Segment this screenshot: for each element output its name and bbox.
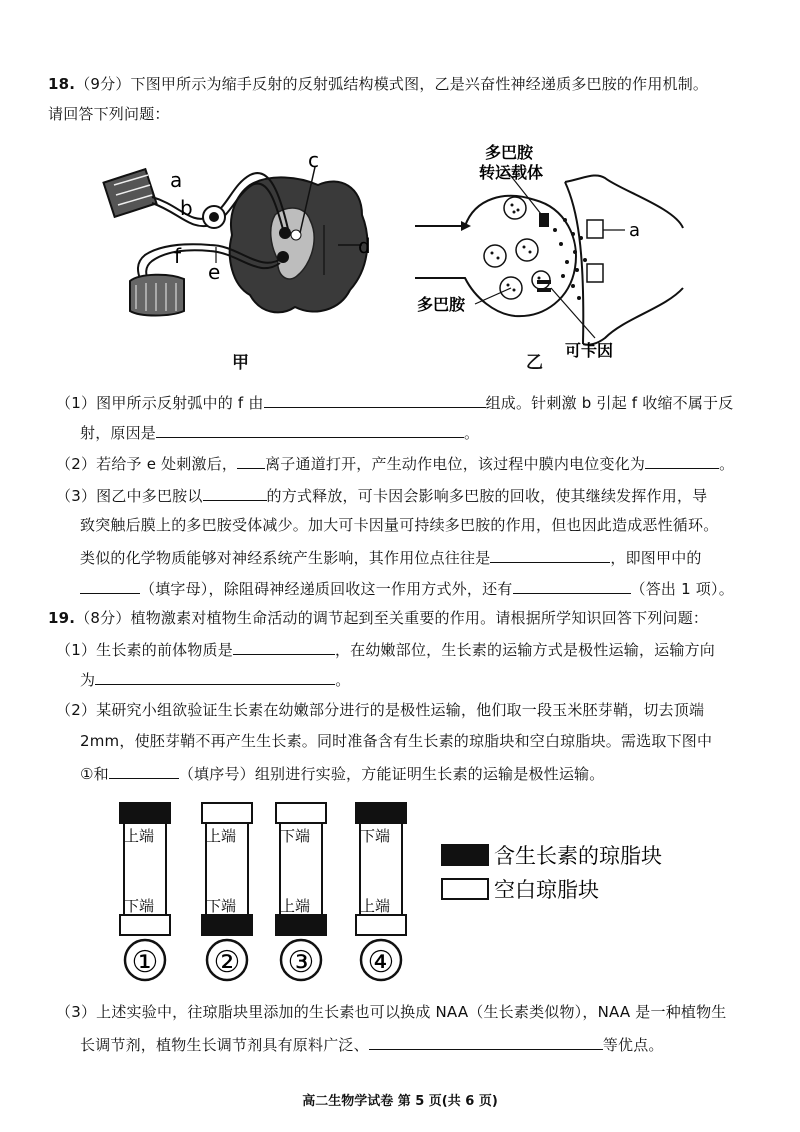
q18-intro-line2: 请回答下列问题：: [48, 105, 170, 123]
q18-p3-text-c: 类似的化学物质能够对神经系统产生影响，其作用位点往往是: [80, 549, 491, 567]
q18-p1-text-d: 。: [464, 424, 480, 442]
tube-4-bottom-label: 上端: [360, 897, 391, 915]
figure-yi-caption: 乙: [526, 353, 543, 373]
tube-2: [202, 803, 252, 980]
q18-p1-text-c: 射，原因是: [80, 424, 157, 442]
q19-number: 19.: [48, 609, 76, 627]
q18-number: 18.: [48, 75, 76, 93]
legend-blank-label: 空白琼脂块: [494, 878, 599, 902]
q18-p1-line2: [80, 421, 479, 443]
tube-4-number: ④: [367, 945, 395, 980]
q18-p3-text-e: （填字母），除阻碍神经递质回收这一作用方式外，还有: [140, 580, 513, 598]
label-transporter-2: 转运载体: [479, 163, 544, 182]
tube-1: [120, 803, 170, 980]
q18-intro-line1: [48, 74, 708, 94]
q19-p2-text-b: （填序号）组别进行实验，方能证明生长素的运输是极性运输。: [178, 765, 605, 783]
label-f: f: [174, 244, 182, 268]
answer-blank[interactable]: [109, 762, 179, 779]
q18-p2-text-a: （2）若给予 e 处刺激后，: [56, 455, 238, 473]
q18-p1-text-b: 组成。针刺激 b 引起 f 收缩不属于反: [485, 394, 734, 412]
answer-blank[interactable]: [513, 577, 631, 594]
q19-intro-text: （8分）植物激素对植物生命活动的调节起到至关重要的作用。请根据所学知识回答下列问题：: [75, 609, 709, 627]
q18-p3-text-f: （答出 1 项）。: [630, 580, 734, 598]
tube-1-number: ①: [131, 945, 159, 980]
label-e: e: [208, 260, 221, 284]
answer-blank[interactable]: [80, 577, 140, 594]
answer-blank[interactable]: [237, 452, 265, 469]
answer-blank[interactable]: [369, 1033, 603, 1050]
q18-p3-text-a: （3）图乙中多巴胺以: [56, 487, 203, 505]
q18-p1-text-a: （1）图甲所示反射弧中的 f 由: [56, 394, 264, 412]
q19-p2-line2: 2mm，使胚芽鞘不再产生生长素。同时准备含有生长素的琼脂块和空白琼脂块。需选取下图中: [80, 732, 713, 750]
label-dopamine: 多巴胺: [417, 295, 466, 314]
answer-blank[interactable]: [645, 452, 719, 469]
q19-p1-text-b: ，在幼嫩部位，生长素的运输方式是极性运输，运输方向: [334, 641, 715, 659]
figure-yi-synapse: [415, 138, 695, 368]
q19-p1-line2: [80, 668, 350, 690]
label-b: b: [180, 196, 193, 220]
q18-p2-line: [56, 452, 734, 474]
q18-p2-text-c: 。: [719, 455, 735, 473]
tube-3: [276, 803, 326, 980]
q18-p3-line4: [80, 577, 734, 599]
q19-p3-text-b: 等优点。: [602, 1036, 664, 1054]
tube-4-top-label: 下端: [360, 827, 391, 845]
label-a: a: [170, 168, 183, 192]
q19-p3-line2: [80, 1033, 664, 1055]
label-c: c: [308, 148, 319, 172]
answer-blank[interactable]: [233, 638, 335, 655]
q19-p1-line1: [56, 638, 715, 660]
answer-blank[interactable]: [264, 391, 486, 408]
tube-3-bottom-label: 上端: [280, 897, 311, 915]
q18-intro-text: （9分）下图甲所示为缩手反射的反射弧结构模式图，乙是兴奋性神经递质多巴胺的作用机制。: [75, 75, 709, 93]
q19-p1-text-d: 。: [335, 671, 351, 689]
transporter: [539, 213, 549, 227]
figure-jia-caption: 甲: [232, 353, 249, 373]
legend-blank-swatch: [442, 879, 488, 899]
page-footer: 高二生物学试卷 第 5 页(共 6 页): [302, 1094, 498, 1109]
tube-3-number: ③: [287, 945, 315, 980]
label-cocaine: 可卡因: [565, 341, 614, 360]
q18-p3-text-b: 的方式释放，可卡因会影响多巴胺的回收，使其继续发挥作用，导: [266, 487, 708, 505]
answer-blank[interactable]: [156, 421, 464, 438]
answer-blank[interactable]: [203, 484, 267, 501]
q19-p2-text-a: ①和: [80, 765, 109, 783]
tube-2-top-label: 上端: [206, 827, 237, 845]
q19-p2-line3: [80, 762, 604, 784]
receptor-a: [104, 169, 157, 217]
q19-p2-line1: （2）某研究小组欲验证生长素在幼嫩部分进行的是极性运输，他们取一段玉米胚芽鞘，切去顶端: [56, 701, 705, 719]
answer-blank[interactable]: [95, 668, 335, 685]
q18-p3-line2: 致突触后膜上的多巴胺受体减少。加大可卡因量可持续多巴胺的作用，但也因此造成恶性循环。: [80, 516, 719, 534]
q18-p3-line3: [80, 546, 702, 568]
label-d: d: [358, 234, 371, 258]
q18-p1-line1: [56, 391, 733, 413]
legend-auxin-label: 含生长素的琼脂块: [494, 844, 662, 868]
q18-p3-text-d: ，即图甲中的: [610, 549, 702, 567]
label-transporter-1: 多巴胺: [485, 143, 534, 162]
q18-p3-line1: [56, 484, 707, 506]
tube-1-top-label: 上端: [124, 827, 155, 845]
legend-auxin-swatch: [442, 845, 488, 865]
figure-coleoptile-tubes: [100, 795, 740, 995]
q18-p2-text-b: 离子通道打开，产生动作电位，该过程中膜内电位变化为: [265, 455, 646, 473]
q19-p3-line1: （3）上述实验中，往琼脂块里添加的生长素也可以换成 NAA（生长素类似物），NAA 是一种植物生: [56, 1003, 727, 1021]
tube-1-bottom-label: 下端: [124, 897, 155, 915]
tube-2-bottom-label: 下端: [206, 897, 237, 915]
label-receptor-a: a: [629, 220, 641, 241]
q19-p1-text-c: 为: [80, 671, 96, 689]
figure-jia-reflex-arc: [100, 145, 400, 335]
tube-4: [356, 803, 406, 980]
q19-intro: [48, 608, 708, 628]
q19-p1-text-a: （1）生长素的前体物质是: [56, 641, 233, 659]
answer-blank[interactable]: [490, 546, 610, 563]
tube-3-top-label: 下端: [280, 827, 311, 845]
q19-p3-text-a: 长调节剂，植物生长调节剂具有原料广泛、: [80, 1036, 369, 1054]
tube-2-number: ②: [213, 945, 241, 980]
